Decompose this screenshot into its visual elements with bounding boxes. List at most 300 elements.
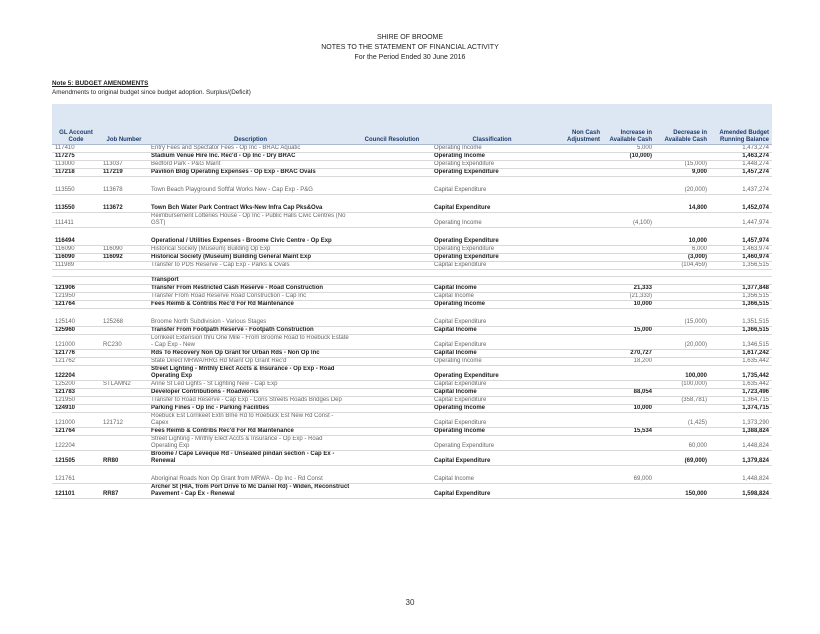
table-row	[52, 177, 772, 195]
cell-gl-code: 121950	[52, 293, 100, 301]
page-number: 30	[405, 598, 415, 607]
cell-classification: Operating Income	[431, 145, 553, 153]
table-row	[52, 335, 772, 350]
cell-decrease	[655, 350, 710, 358]
cell-non-cash	[553, 405, 603, 413]
cell-decrease: (15,000)	[655, 309, 710, 327]
cell-decrease	[655, 293, 710, 301]
cell-council-resolution	[353, 161, 431, 169]
cell-council-resolution	[353, 335, 431, 350]
cell-job-number	[100, 262, 148, 270]
cell-classification: Operating Expenditure	[431, 228, 553, 246]
cell-decrease: (3,000)	[655, 254, 710, 262]
cell-job-number: 116090	[100, 246, 148, 254]
table-row	[52, 451, 772, 466]
cell-classification: Capital Income	[431, 285, 553, 293]
cell-balance: 1,388,824	[710, 428, 772, 436]
cell-increase: 10,000	[603, 405, 655, 413]
cell-gl-code: 121764	[52, 428, 100, 436]
cell-description: Transfer to PDS Reserve - Cap Exp - Parks & Ovals	[148, 262, 353, 270]
cell-non-cash	[553, 389, 603, 397]
cell-job-number	[100, 358, 148, 366]
col-classification: Classification	[431, 104, 553, 145]
cell-balance: 1,635,442	[710, 381, 772, 389]
cell-non-cash	[553, 153, 603, 161]
cell-decrease: (104,459)	[655, 262, 710, 270]
cell-description: Rds To Recovery Non Op Grant for Urban Rds - Non Op Inc	[148, 350, 353, 358]
cell-increase	[603, 436, 655, 451]
cell-increase	[603, 270, 655, 277]
cell-description: Transport	[148, 277, 353, 285]
cell-balance: 1,457,274	[710, 169, 772, 177]
cell-job-number	[100, 145, 148, 153]
cell-decrease: 10,000	[655, 228, 710, 246]
cell-council-resolution	[353, 428, 431, 436]
cell-job-number: 113678	[100, 177, 148, 195]
cell-job-number: 116092	[100, 254, 148, 262]
cell-classification: Operating Income	[431, 405, 553, 413]
cell-description: Aboriginal Roads Non Op Grant from MRWA - Op Inc - Rd Const	[148, 466, 353, 484]
cell-job-number	[100, 428, 148, 436]
cell-description: Stadium Venue Hire Inc. Rec'd - Op Inc - Dry BRAC	[148, 153, 353, 161]
cell-job-number	[100, 466, 148, 484]
cell-non-cash	[553, 254, 603, 262]
cell-job-number	[100, 405, 148, 413]
cell-council-resolution	[353, 293, 431, 301]
cell-gl-code: 111411	[52, 213, 100, 228]
table-row	[52, 397, 772, 405]
cell-classification	[431, 270, 553, 277]
cell-increase: (4,100)	[603, 213, 655, 228]
cell-gl-code: 121950	[52, 397, 100, 405]
cell-non-cash	[553, 213, 603, 228]
cell-council-resolution	[353, 145, 431, 153]
cell-non-cash	[553, 177, 603, 195]
cell-council-resolution	[353, 153, 431, 161]
cell-description: Operational / Utilities Expenses - Broome Civic Centre - Op Exp	[148, 228, 353, 246]
cell-balance: 1,351,515	[710, 309, 772, 327]
cell-gl-code: 121000	[52, 335, 100, 350]
cell-council-resolution	[353, 451, 431, 466]
cell-decrease	[655, 277, 710, 285]
cell-non-cash	[553, 285, 603, 293]
cell-council-resolution	[353, 228, 431, 246]
cell-non-cash	[553, 327, 603, 335]
cell-classification: Operating Income	[431, 428, 553, 436]
cell-description: Bedford Park - P&G Maint	[148, 161, 353, 169]
col-council-resolution: Council Resolution	[353, 104, 431, 145]
cell-job-number: 125268	[100, 309, 148, 327]
cell-increase	[603, 246, 655, 254]
cell-increase	[603, 381, 655, 389]
cell-job-number	[100, 327, 148, 335]
cell-classification: Capital Expenditure	[431, 262, 553, 270]
doc-title: SHIRE OF BROOME	[376, 34, 444, 41]
cell-non-cash	[553, 397, 603, 405]
cell-description: Transfer From Footpath Reserve - Footpath Construction	[148, 327, 353, 335]
cell-non-cash	[553, 309, 603, 327]
cell-council-resolution	[353, 484, 431, 499]
doc-subtitle: NOTES TO THE STATEMENT OF FINANCIAL ACTIVITY	[321, 44, 499, 51]
cell-balance: 1,366,515	[710, 327, 772, 335]
cell-description: Anne St Led Lights - St Lighting New - Cap Exp	[148, 381, 353, 389]
table-row	[52, 436, 772, 451]
col-description: Description	[148, 104, 353, 145]
cell-gl-code: 113000	[52, 161, 100, 169]
note-title: Note 5: BUDGET AMENDMENTS	[52, 80, 149, 87]
cell-job-number	[100, 397, 148, 405]
cell-non-cash	[553, 270, 603, 277]
table-row	[52, 161, 772, 169]
cell-decrease: (358,781)	[655, 397, 710, 405]
cell-non-cash	[553, 246, 603, 254]
cell-gl-code: 125200	[52, 381, 100, 389]
cell-council-resolution	[353, 397, 431, 405]
table-row	[52, 381, 772, 389]
cell-job-number	[100, 270, 148, 277]
cell-increase: 88,054	[603, 389, 655, 397]
table-row	[52, 285, 772, 293]
table-row	[52, 195, 772, 213]
cell-job-number	[100, 285, 148, 293]
table-row	[52, 358, 772, 366]
cell-decrease	[655, 301, 710, 309]
cell-non-cash	[553, 484, 603, 499]
cell-balance: 1,460,974	[710, 254, 772, 262]
cell-decrease	[655, 270, 710, 277]
cell-gl-code: 116090	[52, 246, 100, 254]
cell-balance: 1,448,824	[710, 466, 772, 484]
cell-increase: 5,000	[603, 145, 655, 153]
cell-gl-code: 113550	[52, 177, 100, 195]
cell-balance: 1,448,274	[710, 161, 772, 169]
cell-balance: 1,356,515	[710, 262, 772, 270]
cell-job-number	[100, 436, 148, 451]
cell-gl-code: 125960	[52, 327, 100, 335]
cell-description: Roebuck Est Lorrikeet Extn Bme Rd to Roebuck Est New Rd Const - Capex	[148, 413, 353, 428]
cell-gl-code: 121101	[52, 484, 100, 499]
cell-description: Transfer From Restricted Cash Reserve - Road Construction	[148, 285, 353, 293]
cell-decrease: 9,000	[655, 169, 710, 177]
cell-increase: 18,200	[603, 358, 655, 366]
col-decrease: Decrease in Available Cash	[655, 104, 710, 145]
cell-decrease: 14,800	[655, 195, 710, 213]
cell-decrease	[655, 428, 710, 436]
cell-description: Broome / Cape Leveque Rd - Unsealed pindan section - Cap Ex - Renewal	[148, 451, 353, 466]
cell-description: Historical Society (Museum) Building Op Exp	[148, 246, 353, 254]
budget-amendments-table	[52, 104, 772, 499]
col-non-cash: Non Cash Adjustment	[553, 104, 603, 145]
table-row	[52, 301, 772, 309]
table-row	[52, 350, 772, 358]
cell-increase	[603, 195, 655, 213]
cell-balance: 1,735,442	[710, 366, 772, 381]
cell-balance: 1,723,496	[710, 389, 772, 397]
cell-decrease	[655, 285, 710, 293]
cell-description: Fees Reimb & Contribs Rec'd For Rd Maintenance	[148, 301, 353, 309]
cell-balance: 1,473,274	[710, 145, 772, 153]
table-row	[52, 153, 772, 161]
col-increase: Increase in Available Cash	[603, 104, 655, 145]
table-row	[52, 169, 772, 177]
cell-job-number: STLAMN2	[100, 381, 148, 389]
cell-classification: Operating Expenditure	[431, 254, 553, 262]
cell-description: Developer Contributions - Roadworks	[148, 389, 353, 397]
cell-gl-code: 121906	[52, 285, 100, 293]
cell-non-cash	[553, 436, 603, 451]
cell-council-resolution	[353, 177, 431, 195]
cell-job-number	[100, 153, 148, 161]
cell-decrease: (15,000)	[655, 161, 710, 169]
cell-non-cash	[553, 169, 603, 177]
cell-council-resolution	[353, 309, 431, 327]
cell-description: Reimbursement Lotteries House - Op Inc - Public Halls Civic Centres (No GST)	[148, 213, 353, 228]
cell-balance: 1,379,824	[710, 451, 772, 466]
cell-classification: Capital Income	[431, 350, 553, 358]
cell-classification: Operating Expenditure	[431, 169, 553, 177]
table-row	[52, 262, 772, 270]
cell-classification: Capital Expenditure	[431, 335, 553, 350]
cell-council-resolution	[353, 381, 431, 389]
cell-classification: Operating Expenditure	[431, 246, 553, 254]
cell-increase	[603, 254, 655, 262]
cell-non-cash	[553, 466, 603, 484]
cell-classification: Operating Income	[431, 301, 553, 309]
cell-decrease	[655, 213, 710, 228]
table-row	[52, 484, 772, 499]
cell-description: Entry Fees and Spectator Fees - Op Inc - BRAC Aquatic	[148, 145, 353, 153]
cell-gl-code: 117275	[52, 153, 100, 161]
cell-increase	[603, 397, 655, 405]
cell-increase	[603, 451, 655, 466]
cell-non-cash	[553, 301, 603, 309]
cell-decrease	[655, 358, 710, 366]
cell-non-cash	[553, 228, 603, 246]
table-row	[52, 277, 772, 285]
cell-non-cash	[553, 358, 603, 366]
cell-council-resolution	[353, 254, 431, 262]
cell-non-cash	[553, 161, 603, 169]
table-row	[52, 366, 772, 381]
cell-classification: Operating Expenditure	[431, 436, 553, 451]
cell-decrease	[655, 466, 710, 484]
cell-increase: (21,333)	[603, 293, 655, 301]
cell-balance: 1,457,974	[710, 228, 772, 246]
cell-decrease: 6,000	[655, 246, 710, 254]
cell-decrease: (1,425)	[655, 413, 710, 428]
cell-gl-code: 124910	[52, 405, 100, 413]
cell-council-resolution	[353, 466, 431, 484]
cell-council-resolution	[353, 262, 431, 270]
cell-classification: Capital Expenditure	[431, 484, 553, 499]
cell-increase	[603, 366, 655, 381]
cell-classification: Capital Expenditure	[431, 413, 553, 428]
cell-balance	[710, 277, 772, 285]
cell-council-resolution	[353, 350, 431, 358]
table-row	[52, 309, 772, 327]
cell-job-number: RC230	[100, 335, 148, 350]
cell-decrease: (20,000)	[655, 177, 710, 195]
cell-classification: Capital Expenditure	[431, 451, 553, 466]
table-row	[52, 145, 772, 153]
cell-increase: 270,727	[603, 350, 655, 358]
cell-balance: 1,356,515	[710, 293, 772, 301]
cell-balance: 1,635,442	[710, 358, 772, 366]
cell-increase: 15,000	[603, 327, 655, 335]
cell-classification: Capital Income	[431, 293, 553, 301]
cell-non-cash	[553, 262, 603, 270]
cell-description: State Direct MRWA/RRG Rd Maint Op Grant Rec'd	[148, 358, 353, 366]
cell-increase: 69,000	[603, 466, 655, 484]
cell-increase	[603, 169, 655, 177]
cell-decrease	[655, 389, 710, 397]
cell-decrease: (69,000)	[655, 451, 710, 466]
cell-gl-code: 117218	[52, 169, 100, 177]
cell-gl-code: 116494	[52, 228, 100, 246]
cell-decrease: (20,000)	[655, 335, 710, 350]
cell-description: Archer St (HIA, from Port Drive to Mc Daniel Rd) - Widen, Reconstruct Pavement - Cap Ex - Renewal	[148, 484, 353, 499]
cell-job-number: 117219	[100, 169, 148, 177]
cell-gl-code: 121761	[52, 466, 100, 484]
cell-council-resolution	[353, 436, 431, 451]
cell-council-resolution	[353, 213, 431, 228]
cell-balance: 1,617,242	[710, 350, 772, 358]
cell-non-cash	[553, 195, 603, 213]
cell-classification: Capital Income	[431, 327, 553, 335]
cell-non-cash	[553, 381, 603, 389]
cell-balance: 1,373,290	[710, 413, 772, 428]
cell-balance: 1,448,824	[710, 436, 772, 451]
cell-job-number	[100, 350, 148, 358]
cell-decrease	[655, 153, 710, 161]
cell-gl-code	[52, 277, 100, 285]
cell-gl-code: 122204	[52, 366, 100, 381]
cell-description: Broome North Subdivision - Various Stages	[148, 309, 353, 327]
cell-gl-code: 121762	[52, 358, 100, 366]
cell-decrease: 100,000	[655, 366, 710, 381]
cell-description: Transfer to Road Reserve - Cap Exp - Cons Streets Roads Bridges Dep	[148, 397, 353, 405]
cell-classification: Operating Income	[431, 358, 553, 366]
cell-classification: Operating Income	[431, 213, 553, 228]
cell-description: Town Beach Playground Softfal Works New - Cap Exp - P&G	[148, 177, 353, 195]
cell-job-number	[100, 366, 148, 381]
cell-job-number: RR87	[100, 484, 148, 499]
cell-gl-code	[52, 270, 100, 277]
cell-balance: 1,366,515	[710, 301, 772, 309]
cell-job-number	[100, 213, 148, 228]
cell-non-cash	[553, 413, 603, 428]
cell-council-resolution	[353, 366, 431, 381]
cell-non-cash	[553, 366, 603, 381]
cell-job-number	[100, 228, 148, 246]
cell-gl-code: 121783	[52, 389, 100, 397]
col-gl-code: GL Account Code	[52, 104, 100, 145]
table-row	[52, 293, 772, 301]
cell-job-number: 121712	[100, 413, 148, 428]
cell-increase	[603, 262, 655, 270]
table-row	[52, 466, 772, 484]
note-subtitle: Amendments to original budget since budget adoption. Surplus/(Deficit)	[52, 89, 251, 96]
cell-council-resolution	[353, 301, 431, 309]
table-row	[52, 213, 772, 228]
table-row	[52, 413, 772, 428]
cell-council-resolution	[353, 389, 431, 397]
cell-balance: 1,447,974	[710, 213, 772, 228]
cell-job-number: 113672	[100, 195, 148, 213]
doc-period: For the Period Ended 30 June 2016	[354, 54, 466, 61]
cell-balance: 1,463,274	[710, 153, 772, 161]
cell-description: Town Bch Water Park Contract Wks-New Infra Cap Pks&Ova	[148, 195, 353, 213]
cell-council-resolution	[353, 358, 431, 366]
cell-gl-code: 111989	[52, 262, 100, 270]
cell-increase	[603, 484, 655, 499]
cell-increase	[603, 161, 655, 169]
cell-classification	[431, 277, 553, 285]
cell-council-resolution	[353, 327, 431, 335]
cell-gl-code: 122204	[52, 436, 100, 451]
cell-classification: Capital Expenditure	[431, 309, 553, 327]
table-row	[52, 405, 772, 413]
cell-increase	[603, 413, 655, 428]
cell-decrease: (100,000)	[655, 381, 710, 389]
cell-increase	[603, 335, 655, 350]
cell-classification: Operating Income	[431, 153, 553, 161]
cell-description: Historical Society (Museum) Building General Maint Exp	[148, 254, 353, 262]
cell-job-number	[100, 277, 148, 285]
cell-classification: Operating Expenditure	[431, 366, 553, 381]
cell-classification: Capital Expenditure	[431, 397, 553, 405]
cell-council-resolution	[353, 195, 431, 213]
table-row	[52, 428, 772, 436]
cell-increase	[603, 309, 655, 327]
cell-non-cash	[553, 335, 603, 350]
cell-increase	[603, 177, 655, 195]
cell-classification: Capital Income	[431, 389, 553, 397]
cell-balance: 1,377,848	[710, 285, 772, 293]
cell-balance: 1,437,274	[710, 177, 772, 195]
table-row	[52, 246, 772, 254]
cell-gl-code: 121776	[52, 350, 100, 358]
cell-decrease: 60,000	[655, 436, 710, 451]
cell-gl-code: 116090	[52, 254, 100, 262]
cell-classification: Operating Expenditure	[431, 161, 553, 169]
cell-increase	[603, 228, 655, 246]
cell-increase: 15,534	[603, 428, 655, 436]
cell-increase: 10,000	[603, 301, 655, 309]
table-row	[52, 228, 772, 246]
cell-classification: Capital Expenditure	[431, 195, 553, 213]
cell-balance: 1,452,074	[710, 195, 772, 213]
cell-gl-code: 113550	[52, 195, 100, 213]
table-body	[52, 145, 772, 499]
cell-non-cash	[553, 451, 603, 466]
cell-non-cash	[553, 145, 603, 153]
cell-classification: Capital Income	[431, 466, 553, 484]
cell-increase	[603, 277, 655, 285]
cell-non-cash	[553, 277, 603, 285]
cell-description: Street Lighting - Mnthly Elect Accts & Insurance - Op Exp - Road Operating Exp	[148, 436, 353, 451]
table-row	[52, 254, 772, 262]
cell-balance: 1,364,715	[710, 397, 772, 405]
cell-gl-code: 117410	[52, 145, 100, 153]
table-header-row	[52, 104, 772, 145]
table-row	[52, 389, 772, 397]
cell-description: Transfer From Road Reserve Road Construction - Cap Inc	[148, 293, 353, 301]
cell-job-number	[100, 389, 148, 397]
cell-council-resolution	[353, 169, 431, 177]
cell-council-resolution	[353, 405, 431, 413]
cell-job-number: RR80	[100, 451, 148, 466]
